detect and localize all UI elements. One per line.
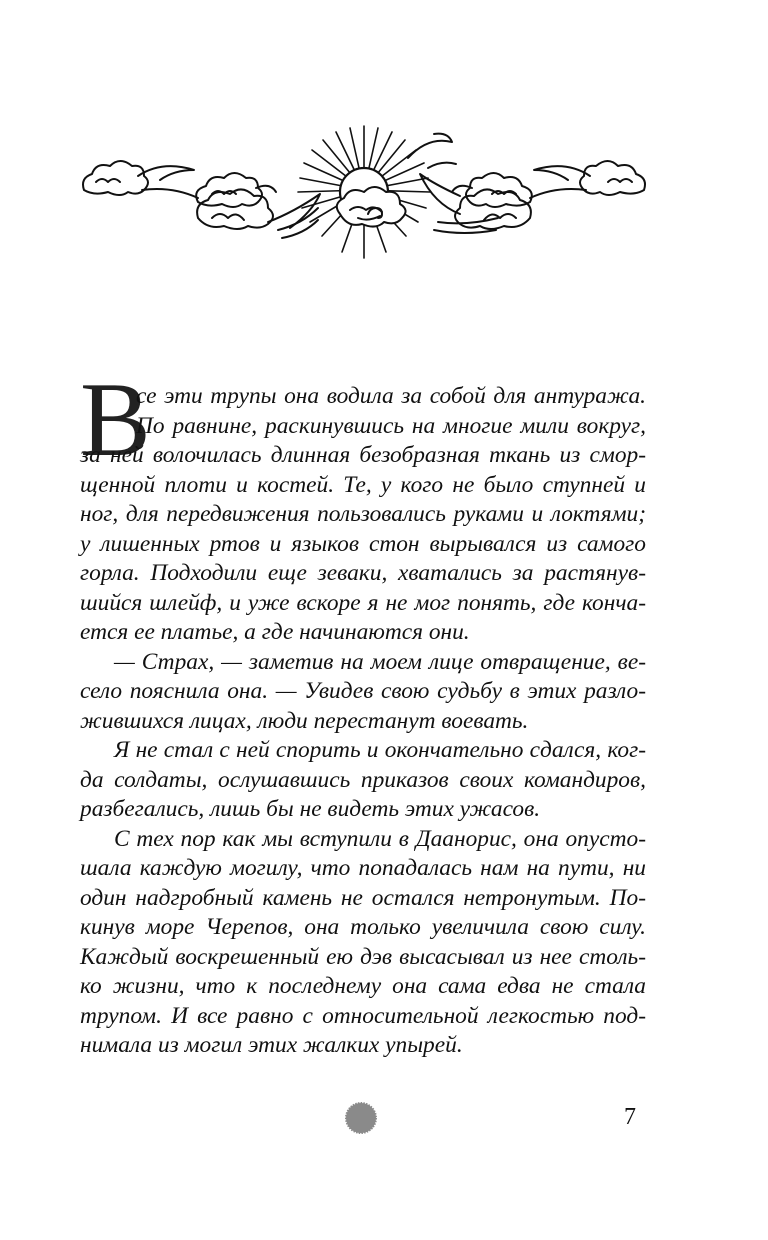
text-line: нимала из могил этих жалких упырей. <box>80 1032 463 1058</box>
text-line: у лишенных ртов и языков стон вырывался из самого <box>80 530 646 557</box>
paragraph-2 <box>80 648 646 737</box>
text-line: ног, для передвижения пользовались руками и локтями; <box>80 501 646 527</box>
text-line: да солдаты, ослушавшись приказов своих командиров, <box>80 766 646 793</box>
text-line: кинув море Черепов, она только увеличила свою силу. <box>80 914 646 940</box>
text-line: жившихся лицах, люди перестанут воевать. <box>80 707 529 734</box>
sun-clouds-ornament-icon <box>78 118 650 278</box>
paragraph-4 <box>80 825 646 1061</box>
paragraph-3 <box>80 736 646 825</box>
text-line: за ней волочилась длинная безобразная ткань из смор- <box>80 442 646 468</box>
text-line: шийся шлейф, и уже вскоре я не мог понять, где конча- <box>80 589 646 616</box>
text-line: Каждый воскрешенный ею дэв высасывал из нее столь- <box>80 943 646 970</box>
text-line: ется ее платье, а где начинаются они. <box>80 619 470 645</box>
chapter-text <box>80 382 646 1061</box>
page-number: 7 <box>624 1104 636 1130</box>
text-line: шала каждую могилу, что попадалась нам на пути, ни <box>80 855 646 881</box>
text-line: трупом. И все равно с относительной легкостью под- <box>80 1002 646 1029</box>
page-marker-icon <box>344 1101 378 1135</box>
text-line: По равнине, раскинувшись на многие мили вокруг, <box>136 412 646 439</box>
text-line: разбегались, лишь бы не видеть этих ужасов. <box>80 796 541 822</box>
text-line: щенной плоти и костей. Те, у кого не было ступней и <box>80 471 646 498</box>
drop-cap: В <box>80 361 151 478</box>
text-line: Я не стал с ней спорить и окончательно сдался, ког- <box>114 737 646 763</box>
text-line: ко жизни, что к последнему она сама едва не стала <box>80 973 646 999</box>
text-line: — Страх, — заметив на моем лице отвращение, ве- <box>114 648 646 675</box>
paragraph-1 <box>80 382 646 648</box>
text-line: село пояснила она. — Увидев свою судьбу в этих разло- <box>80 678 646 704</box>
text-line: С тех пор как мы вступили в Даанорис, она опусто- <box>114 825 646 852</box>
text-line: один надгробный камень не остался нетронутым. По- <box>80 884 646 911</box>
text-line: горла. Подходили еще зеваки, хватались за растянув- <box>80 560 646 586</box>
text-line: се эти трупы она водила за собой для антуража. <box>136 383 646 409</box>
